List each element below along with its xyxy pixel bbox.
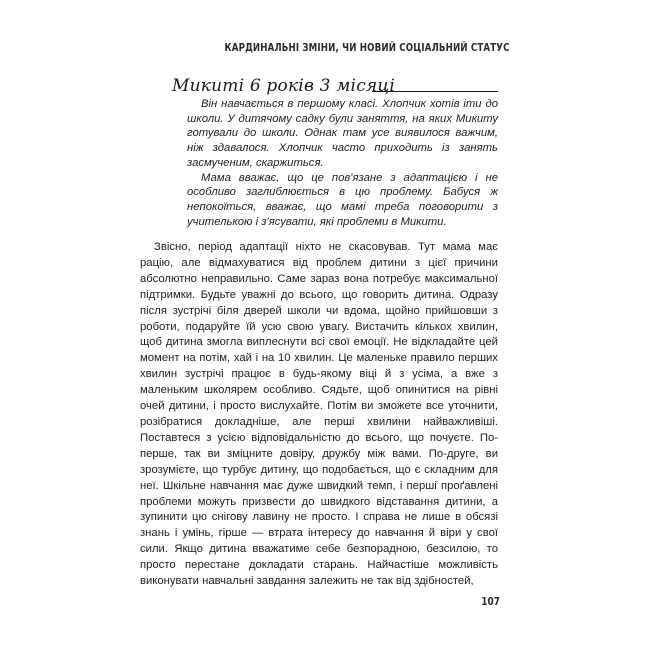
case-study-paragraph-2: Мама вважає, що це пов'язане з адаптацією і не особливо заглиблюється в цю проблему. Бабуся ж непокоїться, вважає, що мамі треба поговорити з учителькою і з'ясувати, які проблеми в Микити. <box>187 171 498 228</box>
case-study-title: Микиті 6 років 3 місяці <box>172 76 396 96</box>
running-header: КАРДИНАЛЬНІ ЗМІНИ, ЧИ НОВИЙ СОЦІАЛЬНИЙ СТАТУС <box>224 42 510 54</box>
title-rule-divider <box>372 91 498 92</box>
page-number: 107 <box>481 596 500 608</box>
main-body-text <box>140 240 498 590</box>
case-study-text <box>187 97 498 229</box>
case-study-paragraph-1: Він навчається в першому класі. Хлопчик хотів іти до школи. У дитячому садку були заняття, на яких Микиту готували до школи. Однак там усе виявилося важчим, ніж здавалося. Хлопчик часто приходить із занять засмученим, скаржиться. <box>187 98 498 169</box>
main-paragraph: Звісно, період адаптації ніхто не скасовував. Тут мама має рацію, але відмахуватися від проблем дитини з цієї причини абсолютно неправильно. Саме зараз вона потребує максимальної підтримки. Будьте уважні до всього, що говорить дитина. Одразу після зустрічі біля дверей школи чи вдома, щойно прийшовши з роботи, подаруйте їй усю свою увагу. Вистачить кількох хвилин, щоб дитина змогла виплеснути всі свої емоції. Не відкладайте цей момент на потім, хай і на 10 хвилин. Це маленьке правило перших хвилин зустрічі працює в будь-якому віці й з усіма, а вже з маленьким школярем особливо. Сядьте, щоб опинитися на рівні очей дитини, і просто вислухайте. Потім ви зможете все уточнити, розібратися докладніше, але перші хвилини найважливіші. Поставтеся з усією відповідальністю до всього, що почуєте. По-перше, так ви зміцните довіру, дружбу між вами. По-друге, ви зрозумієте, що турбує дитину, що подобається, що є складним для неї. Шкільне навчання має дуже швидкий темп, і перші проґавлені проблеми можуть призвести до швидкого відставання дитини, а зупинити цю снігову лавину не просто. І справа не лише в обсязі знань і умінь, гірше — втрата інтересу до навчання й віри у свої сили. Якщо дитина вважатиме себе безпорадною, безсилою, то просто перестане докладати старань. Найчастіше можливість виконувати навчальні завдання залежить не так від здібностей, <box>140 241 498 588</box>
